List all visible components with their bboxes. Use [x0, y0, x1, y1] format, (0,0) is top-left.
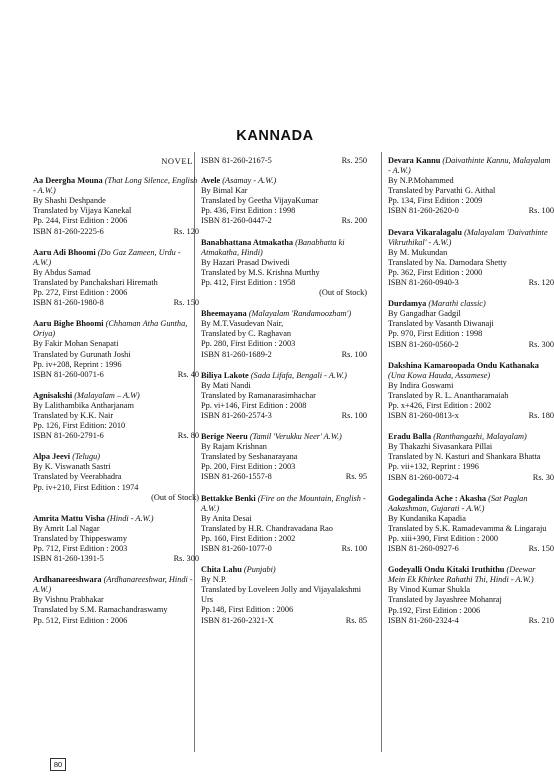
book-title: Avele: [201, 176, 221, 186]
book-detail-line: By Vinod Kumar Shukla: [388, 585, 471, 595]
book-original-title: (Banabhatta ki Atmakatha, Hindi): [201, 237, 345, 257]
book-entry: [388, 299, 554, 349]
isbn-row: [201, 616, 367, 626]
book-entry: [388, 432, 554, 482]
isbn-row: [201, 472, 367, 482]
isbn-row: [388, 411, 554, 421]
book-detail-line: By Indira Goswami: [388, 380, 454, 390]
book-entry: [201, 494, 367, 555]
book-original-title: (Malayalam 'Randamoozham'): [248, 309, 352, 319]
book-detail-line: Translated by Seshanarayana: [201, 452, 298, 462]
book-detail-line: By Vishnu Prabhakar: [33, 595, 104, 605]
book-title: Chita Lahu: [201, 565, 242, 575]
book-detail-line: Pp. 412, First Edition : 1958: [201, 277, 296, 287]
book-detail-line: Translated by Gurunath Joshi: [33, 349, 131, 359]
book-title: Godeyalli Ondu Kitaki Iruthithu: [388, 565, 505, 575]
isbn-row: [33, 298, 199, 308]
book-original-title: (Do Gaz Zameen, Urdu - A.W.): [33, 247, 181, 267]
price: Rs. 150: [528, 544, 554, 554]
book-detail-line: Pp.192, First Edition : 2006: [388, 605, 481, 615]
column-divider: [381, 152, 382, 752]
book-detail-line: By Shashi Deshpande: [33, 196, 106, 206]
book-detail-line: By Abdus Samad: [33, 267, 91, 277]
book-entry: [33, 248, 199, 309]
isbn: ISBN 81-260-1689-2: [201, 349, 272, 359]
book-entry: [388, 156, 554, 217]
book-heading: [33, 248, 199, 268]
book-heading: [33, 319, 199, 339]
book-title: Devara Vikaralagalu: [388, 227, 462, 237]
book-title: Agnisakshi: [33, 390, 73, 400]
isbn-row: [388, 473, 554, 483]
book-detail-line: Translated by Parvathi G. Aithal: [388, 186, 496, 196]
book-detail-line: Translated by N. Kasturi and Shankara Bhatta: [388, 452, 541, 462]
book-detail-line: Pp. 280, First Edition : 2003: [201, 339, 296, 349]
isbn: ISBN 81-260-0447-2: [201, 216, 272, 226]
price: Rs. 300: [528, 339, 554, 349]
book-title: Banabhattana Atmakatha: [201, 237, 293, 247]
book-detail-line: Pp. iv+208, Reprint : 1996: [33, 359, 122, 369]
book-entry: [388, 494, 554, 555]
stock-note: (Out of Stock): [319, 288, 367, 298]
book-detail-line: Translated by Na. Damodara Shetty: [388, 257, 507, 267]
book-title: Amrita Mattu Visha: [33, 513, 105, 523]
book-title: Alpa Jeevi: [33, 452, 71, 462]
book-original-title: (Fire on the Mountain, English - A.W.): [201, 493, 366, 513]
isbn: ISBN 81-260-1391-5: [33, 554, 104, 564]
book-detail-line: Pp. iv+210, First Edition : 1974: [33, 482, 139, 492]
price: Rs. 150: [173, 298, 199, 308]
stock-note: (Out of Stock): [151, 492, 199, 502]
book-entry: [33, 319, 199, 380]
book-detail-line: By Gangadhar Gadgil: [388, 309, 461, 319]
book-title: Devara Kannu: [388, 156, 441, 165]
book-detail-line: Translated by M.S. Krishna Murthy: [201, 267, 320, 277]
book-detail-line: Pp. 134, First Edition : 2009: [388, 196, 483, 206]
book-detail-line: Translated by C. Raghavan: [201, 329, 292, 339]
book-heading: [33, 514, 199, 524]
book-detail-line: By Kundanika Kapadia: [388, 513, 466, 523]
isbn: ISBN 81-260-1980-8: [33, 298, 104, 308]
book-entry: [33, 514, 199, 564]
book-heading: [201, 238, 367, 258]
book-heading: [201, 371, 367, 381]
book-original-title: (Malayalam 'Daivathinte Vikruthikal' - A.W.): [388, 227, 548, 247]
book-title: Eradu Balla: [388, 432, 432, 442]
book-original-title: (Punjabi): [243, 565, 276, 575]
book-detail-line: By Hazari Prasad Dwivedi: [201, 257, 290, 267]
book-detail-line: Translated by R. L. Anantharamaiah: [388, 390, 509, 400]
book-title: Bettakke Benki: [201, 493, 256, 503]
book-title: Dakshina Kamaroopada Ondu Kathanaka: [388, 360, 539, 370]
book-entry: [33, 452, 199, 502]
book-title: Aaru Bighe Bhoomi: [33, 319, 104, 329]
isbn-row: [388, 616, 554, 626]
book-detail-line: Pp. 160, First Edition : 2002: [201, 533, 296, 543]
book-original-title: (Chhaman Atha Guntha, Oriya): [33, 319, 188, 339]
book-original-title: (Tamil 'Verukku Neer' A.W.): [249, 432, 342, 442]
book-entry: [33, 176, 199, 237]
book-original-title: (Ranthangazhi, Malayalam): [433, 432, 527, 442]
book-entry: [201, 432, 367, 482]
isbn: ISBN 81-260-0072-4: [388, 472, 459, 482]
book-original-title: (Una Kowa Hauda, Assamese): [388, 370, 491, 380]
isbn: ISBN 81-260-0940-3: [388, 278, 459, 288]
book-detail-line: Translated by Thippeswamy: [33, 533, 128, 543]
price: Rs. 300: [173, 554, 199, 564]
book-entry: [388, 228, 554, 289]
book-detail-line: Translated by Ramanarasimhachar: [201, 390, 316, 400]
isbn: ISBN 81-260-2167-5: [201, 156, 272, 165]
book-detail-line: By Rajam Krishnan: [201, 442, 267, 452]
isbn: ISBN 81-260-0560-2: [388, 339, 459, 349]
book-detail-line: Translated by Panchakshari Hiremath: [33, 277, 158, 287]
price: Rs. 250: [341, 156, 367, 165]
book-entry: [33, 391, 199, 441]
isbn: ISBN 81-260-2324-4: [388, 615, 459, 625]
book-heading: [388, 299, 554, 309]
book-original-title: (Asamay - A.W.): [222, 176, 277, 186]
price: Rs. 120: [173, 226, 199, 236]
book-entry: [201, 371, 367, 421]
book-heading: [388, 565, 554, 585]
price: Rs. 30: [532, 472, 554, 482]
book-heading: [201, 176, 367, 186]
isbn: ISBN 81-260-2574-3: [201, 410, 272, 420]
book-original-title: (That Long Silence, English - A.W.): [33, 176, 198, 196]
book-heading: [388, 228, 554, 248]
book-title: Bheemayana: [201, 309, 247, 319]
book-detail-line: Translated by H.R. Chandravadana Rao: [201, 523, 333, 533]
price: Rs. 40: [177, 369, 199, 379]
book-original-title: (Malayalam – A.W): [74, 390, 140, 400]
book-detail-line: Pp. 712, First Edition : 2003: [33, 544, 128, 553]
book-detail-line: Pp. 126, First Edition: 2010: [33, 421, 126, 431]
book-heading: [33, 452, 199, 462]
book-entry: [201, 176, 367, 226]
book-detail-line: By M.T.Vasudevan Nair,: [201, 319, 284, 329]
price: Rs. 95: [345, 472, 367, 482]
book-detail-line: Pp. x+426, First Edition : 2002: [388, 400, 492, 410]
book-original-title: (Telugu): [72, 452, 100, 462]
book-detail-line: Translated by Loveleen Jolly and Vijayalakshmi Urs: [201, 585, 362, 605]
book-detail-line: Pp. 244, First Edition : 2006: [33, 216, 128, 226]
book-heading: [388, 361, 554, 381]
book-detail-line: Translated by K.K. Nair: [33, 410, 114, 420]
isbn: ISBN 81-260-2225-6: [33, 226, 104, 236]
book-detail-line: By Amrit Lal Nagar: [33, 523, 100, 533]
book-detail-line: Translated by Geetha VijayaKumar: [201, 196, 319, 206]
price: Rs. 180: [528, 411, 554, 421]
isbn-row: [388, 544, 554, 554]
page-heading: KANNADA: [236, 128, 314, 144]
book-detail-line: Pp. 272, First Edition : 2006: [33, 288, 128, 298]
book-detail-line: Pp. 362, First Edition : 2000: [388, 267, 483, 277]
book-detail-line: Translated by Veerabhadra: [33, 472, 122, 482]
book-original-title: (Marathi classic): [428, 299, 486, 309]
book-detail-line: Pp. xiii+390, First Edition : 2000: [388, 534, 499, 543]
book-title: Biliya Lakote: [201, 370, 249, 380]
book-entry: [201, 309, 367, 359]
book-heading: [201, 432, 367, 442]
book-detail-line: Translated by S.K. Ramadevamma & Lingaraju: [388, 523, 547, 533]
book-detail-line: Pp. 970, First Edition : 1998: [388, 329, 483, 339]
book-detail-line: Pp. 512, First Edition : 2006: [33, 615, 128, 625]
book-entry: [33, 575, 199, 625]
book-entry: [201, 565, 367, 626]
book-detail-line: Pp. 436, First Edition : 1998: [201, 206, 296, 216]
isbn-row: [201, 350, 367, 360]
isbn: ISBN 81-260-0813-x: [388, 411, 459, 421]
isbn-row: [33, 370, 199, 380]
book-detail-line: Pp.148, First Edition : 2006: [201, 605, 294, 615]
book-heading: [33, 575, 199, 595]
price: Rs. 120: [528, 278, 554, 288]
isbn: ISBN 81-260-2791-6: [33, 431, 104, 441]
isbn: ISBN 81-260-2620-0: [388, 206, 459, 216]
book-detail-line: Translated by Jayashree Mohanraj: [388, 595, 502, 605]
section-title: NOVEL: [161, 156, 193, 166]
book-original-title: (Daivathinte Kannu, Malayalam - A.W.): [388, 156, 551, 176]
price: Rs. 100: [341, 544, 367, 553]
book-detail-line: Pp. vii+132, Reprint : 1996: [388, 462, 479, 472]
price: Rs. 80: [177, 431, 199, 441]
book-original-title: (Sada Lifafa, Bengali - A.W.): [250, 370, 347, 380]
column-1: [33, 156, 199, 637]
book-detail-line: By Thakazhi Sivasankara Pillai: [388, 442, 493, 452]
book-detail-line: By N.P.Mohammed: [388, 176, 454, 186]
book-original-title: (Deewar Mein Ek Khirkee Rahathi Thi, Hindi - A.W.): [388, 565, 536, 585]
book-detail-line: Pp. 200, First Edition : 2003: [201, 462, 296, 472]
price: Rs. 100: [341, 349, 367, 359]
isbn-row: [388, 278, 554, 288]
book-detail-line: By Fakir Mohan Senapati: [33, 339, 119, 349]
isbn-row: [33, 227, 199, 237]
book-title: Aaru Adi Bhoomi: [33, 247, 96, 257]
book-heading: [201, 494, 367, 514]
price: Rs. 200: [341, 216, 367, 226]
book-title: Aa Deergha Mouna: [33, 176, 103, 186]
isbn-row: [201, 411, 367, 421]
book-detail-line: By N.P.: [201, 575, 227, 585]
book-heading: [201, 309, 367, 319]
isbn-row: [33, 431, 199, 441]
book-original-title: (Ardhanareeshwar, Hindi - A.W.): [33, 575, 193, 595]
book-detail-line: By M. Mukundan: [388, 247, 448, 257]
book-detail-line: By Anita Desai: [201, 513, 252, 523]
book-heading: [388, 156, 554, 176]
isbn-row: [201, 544, 367, 554]
price: Rs. 100: [528, 206, 554, 216]
book-title: Godegalinda Ache : Akasha: [388, 493, 486, 503]
column-2: [201, 156, 367, 637]
book-original-title: (Sat Paglan Aakashman, Gujarati - A.W.): [388, 493, 528, 513]
book-heading: [33, 391, 199, 401]
book-heading: [201, 565, 367, 575]
book-detail-line: Translated by Vasanth Diwanaji: [388, 319, 494, 329]
isbn-row: [388, 206, 554, 216]
book-detail-line: By K. Viswanath Sastri: [33, 462, 111, 472]
book-heading: [388, 432, 554, 442]
continued-isbn-row: [201, 156, 367, 166]
isbn-row: [388, 340, 554, 350]
isbn: ISBN 81-260-2321-X: [201, 615, 274, 625]
book-detail-line: Translated by S.M. Ramachandraswamy: [33, 605, 168, 615]
column-3: [388, 156, 554, 637]
isbn-row: [201, 216, 367, 226]
page-number: 80: [50, 758, 66, 771]
book-detail-line: By Lalithambika Antharjanam: [33, 400, 134, 410]
book-title: Berige Neeru: [201, 432, 248, 442]
book-detail-line: By Bimal Kar: [201, 186, 248, 196]
book-original-title: (Hindi - A.W.): [106, 513, 154, 523]
book-entry: [388, 565, 554, 626]
price: Rs. 85: [345, 615, 367, 625]
book-entry: [201, 238, 367, 299]
book-detail-line: Pp. vi+146, First Edition : 2008: [201, 400, 307, 410]
isbn-row: [33, 554, 199, 564]
isbn: ISBN 81-260-0071-6: [33, 369, 104, 379]
book-heading: [388, 494, 554, 514]
price: Rs. 210: [528, 615, 554, 625]
isbn: ISBN 81-260-1077-0: [201, 544, 272, 553]
isbn: ISBN 81-260-0927-6: [388, 544, 459, 554]
price: Rs. 100: [341, 410, 367, 420]
book-detail-line: By Mati Nandi: [201, 380, 251, 390]
book-heading: [33, 176, 199, 196]
book-title: Durdamya: [388, 299, 427, 309]
isbn: ISBN 81-260-1557-8: [201, 472, 272, 482]
book-entry: [388, 361, 554, 422]
book-title: Ardhanareeshwara: [33, 575, 102, 585]
book-detail-line: Translated by Vijaya Kanekal: [33, 206, 132, 216]
